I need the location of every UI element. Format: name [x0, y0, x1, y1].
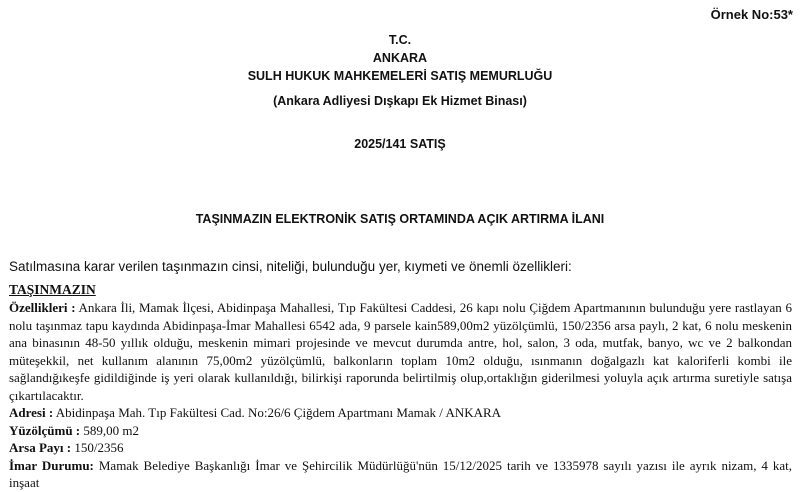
- field-label: Özellikleri :: [9, 300, 76, 315]
- field-value: Abidinpaşa Mah. Tıp Fakültesi Cad. No:26/6 Çiğdem Apartmanı Mamak / ANKARA: [55, 405, 502, 420]
- field-arsa-payi: [9, 439, 792, 457]
- header-tc: T.C.: [388, 33, 412, 47]
- field-label: Yüzölçümü :: [9, 422, 81, 438]
- field-value: Mamak Belediye Başkanlığı İmar ve Şehircilik Müdürlüğü'nün 15/12/2025 tarih ve 1335978 sayılı yazısı ile ayrık nizam, 4 kat, inşaat: [9, 457, 793, 490]
- field-adres: [9, 404, 792, 422]
- header-office: SULH HUKUK MAHKEMELERİ SATIŞ MEMURLUĞU: [247, 69, 553, 83]
- field-yuzolcumu: [9, 422, 792, 440]
- field-label: Adresi :: [9, 405, 54, 420]
- header-city: ANKARA: [372, 51, 428, 65]
- case-number: 2025/141 SATIŞ: [354, 137, 446, 151]
- sample-number: Örnek No:53*: [710, 7, 793, 22]
- field-value: Ankara İli, Mamak İlçesi, Abidinpaşa Mahallesi, Tıp Fakültesi Caddesi, 26 kapı nolu Çiğdem Apartmanının bulunduğu yere rastlayan 6 nolu taşınmaz tapu kaydında Abidinpaşa-İmar Mahallesi 6542 ada, 9 parsele kain589,00m2 yüzölçümlü, 150/2356 arsa paylı, 2 kat, 6 nolu meskenin ana binasının 48-50 yıllık olduğu, meskenin mimari projesinde ve mevcut durumda antre, hol, salon, 3 oda, mutfak, banyo, wc ve 2 balkondan müteşekkil, net kullanım alanının 75,00m2 yüzölçümlü, balkonların toplam 10m2 olduğu, ısınmanın doğalgazlı kat kaloriferli kombi ile sağlandığıkeşfe gidildiğinde iş yeri olarak kullanıldığı, bilirkişi raporunda belirtilmiş olup,ortaklığın giderilmesi yoluyla açık artırma suretiyle satışa çıkartılacaktır.: [9, 300, 792, 403]
- field-value: 150/2356: [74, 440, 124, 455]
- section-title: TAŞINMAZIN: [9, 282, 96, 297]
- header-building: (Ankara Adliyesi Dışkapı Ek Hizmet Binası): [273, 94, 527, 108]
- field-ozellikler: [9, 299, 792, 404]
- intro-text: Satılmasına karar verilen taşınmazın cinsi, niteliği, bulunduğu yer, kıymeti ve önemli özellikleri:: [9, 259, 572, 274]
- property-details: [9, 299, 792, 492]
- field-imar: [9, 457, 792, 492]
- field-label: İmar Durumu:: [9, 457, 94, 473]
- notice-title: TAŞINMAZIN ELEKTRONİK SATIŞ ORTAMINDA AÇIK ARTIRMA İLANI: [195, 212, 605, 226]
- field-label: Arsa Payı :: [9, 440, 72, 455]
- field-value: 589,00 m2: [83, 422, 140, 438]
